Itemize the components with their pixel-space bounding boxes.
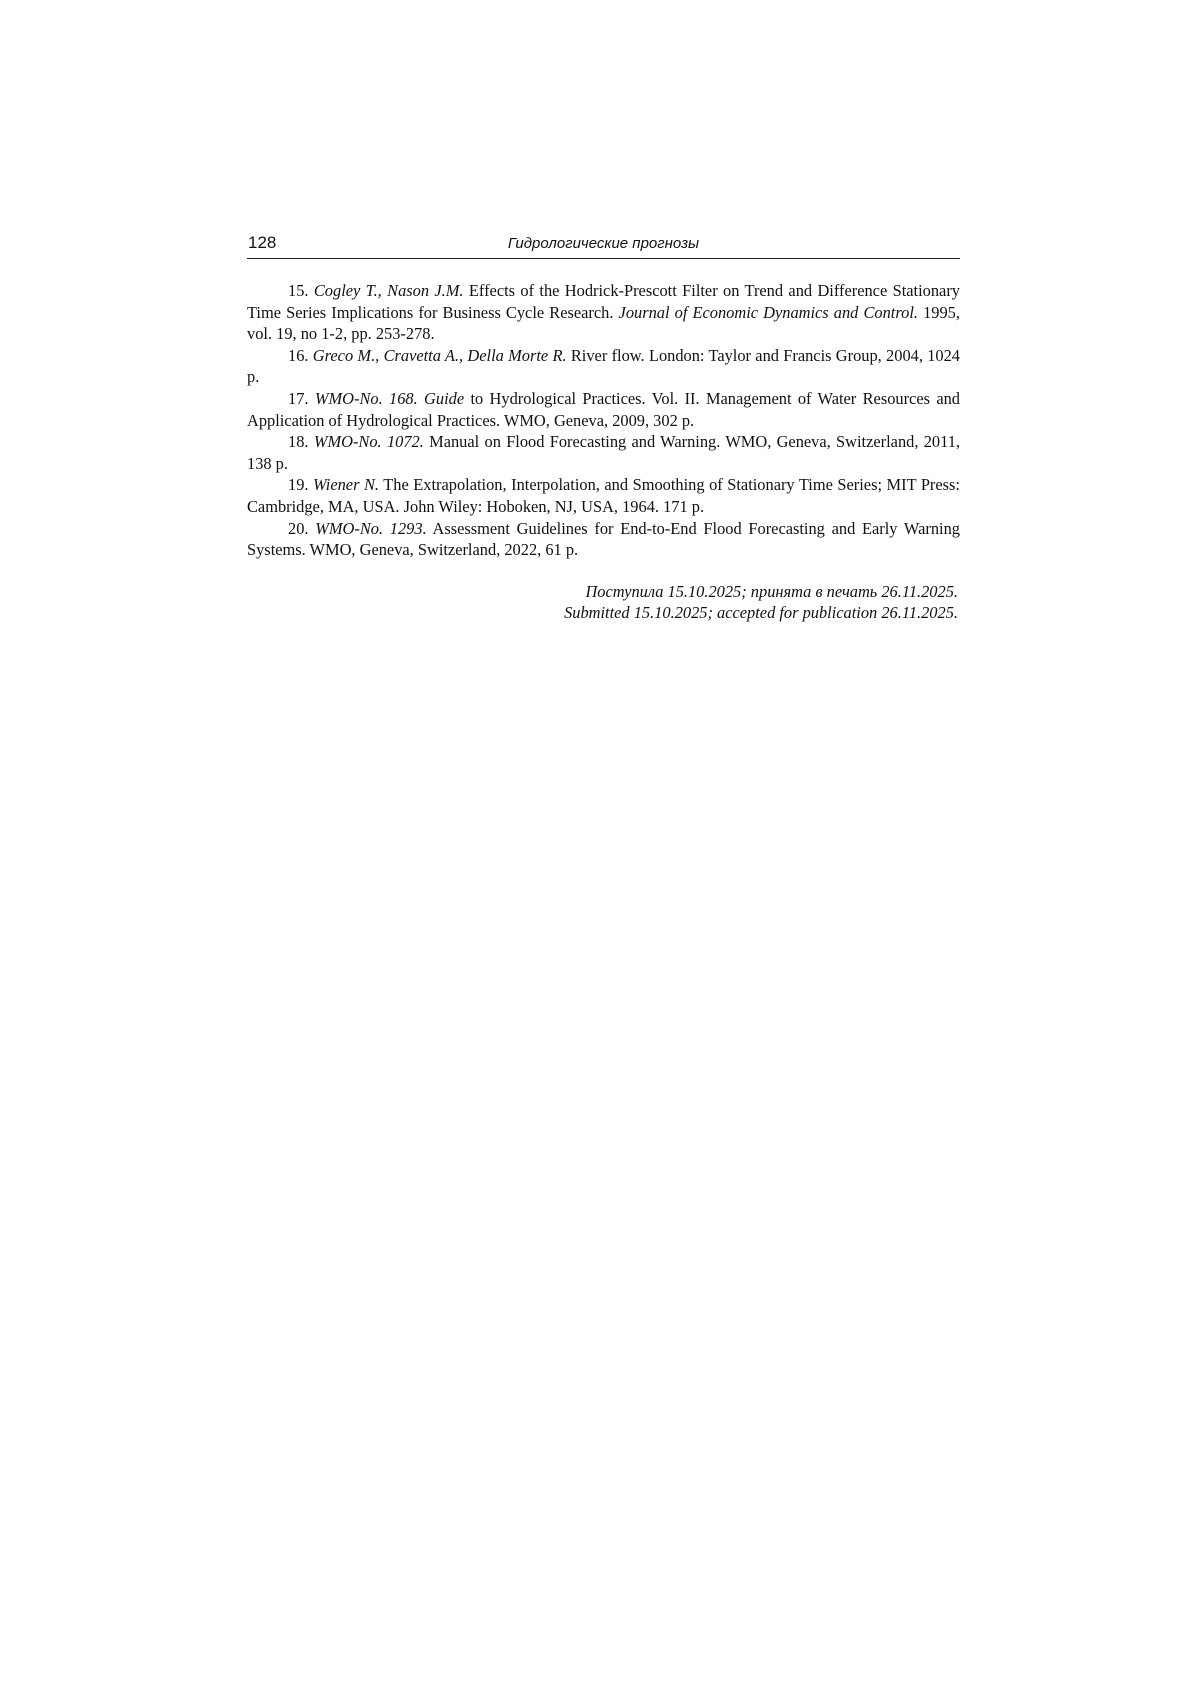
reference-details: 1995, vol. 19, no 1-2, pp. 253-278. xyxy=(247,302,960,344)
reference-source: Journal of Economic Dynamics and Control. xyxy=(618,302,918,322)
reference-item xyxy=(247,518,960,561)
submission-note xyxy=(247,581,960,624)
reference-list xyxy=(247,280,960,561)
reference-authors: Greco M., Cravetta A., Della Morte R. xyxy=(312,345,567,365)
reference-title: River flow. London: Taylor and Francis Group, 2004, 1024 p. xyxy=(247,345,961,387)
reference-title: to Hydrological Practices. Vol. II. Management of Water Resources and Application of Hydrological Practices. WMO, Geneva, 2009, 302 p. xyxy=(247,388,960,430)
reference-number: 18. xyxy=(288,432,309,452)
reference-title: The Extrapolation, Interpolation, and Smoothing of Stationary Time Series; MIT Press: Cambridge, MA, USA. John Wiley: Hoboken, NJ, USA, 1964. 171 p. xyxy=(247,475,960,516)
reference-authors: WMO-No. 1072. xyxy=(313,432,424,452)
reference-number: 15. xyxy=(288,281,309,300)
reference-authors: Cogley T., Nason J.M. xyxy=(313,281,464,300)
reference-item xyxy=(247,431,960,474)
received-date-ru: Поступила 15.10.2025; принята в печать 26.11.2025. xyxy=(585,581,958,601)
reference-authors: Wiener N. xyxy=(313,475,380,495)
reference-title: Effects of the Hodrick-Prescott Filter on Trend and Difference Stationary Time Series Implications for Business Cycle Research. xyxy=(247,281,960,322)
journal-title: Гидрологические прогнозы xyxy=(507,235,700,252)
reference-item xyxy=(247,280,960,345)
reference-item xyxy=(247,388,960,431)
reference-number: 16. xyxy=(288,345,309,365)
reference-item xyxy=(247,345,960,388)
reference-title: Manual on Flood Forecasting and Warning. WMO, Geneva, Switzerland, 2011, 138 p. xyxy=(247,432,960,473)
running-header xyxy=(247,232,960,259)
reference-authors: WMO-No. 168. Guide xyxy=(314,388,465,408)
reference-number: 17. xyxy=(288,388,309,408)
journal-page xyxy=(247,232,960,624)
reference-number: 19. xyxy=(288,475,309,495)
reference-authors: WMO-No. 1293. xyxy=(315,518,427,538)
reference-title: Assessment Guidelines for End-to-End Flood Forecasting and Early Warning Systems. WMO, Geneva, Switzerland, 2022, 61 p. xyxy=(247,518,960,560)
reference-number: 20. xyxy=(288,518,309,538)
received-date-en: Submitted 15.10.2025; accepted for publication 26.11.2025. xyxy=(564,603,958,623)
page-number: 128 xyxy=(248,233,277,252)
reference-item xyxy=(247,474,960,517)
